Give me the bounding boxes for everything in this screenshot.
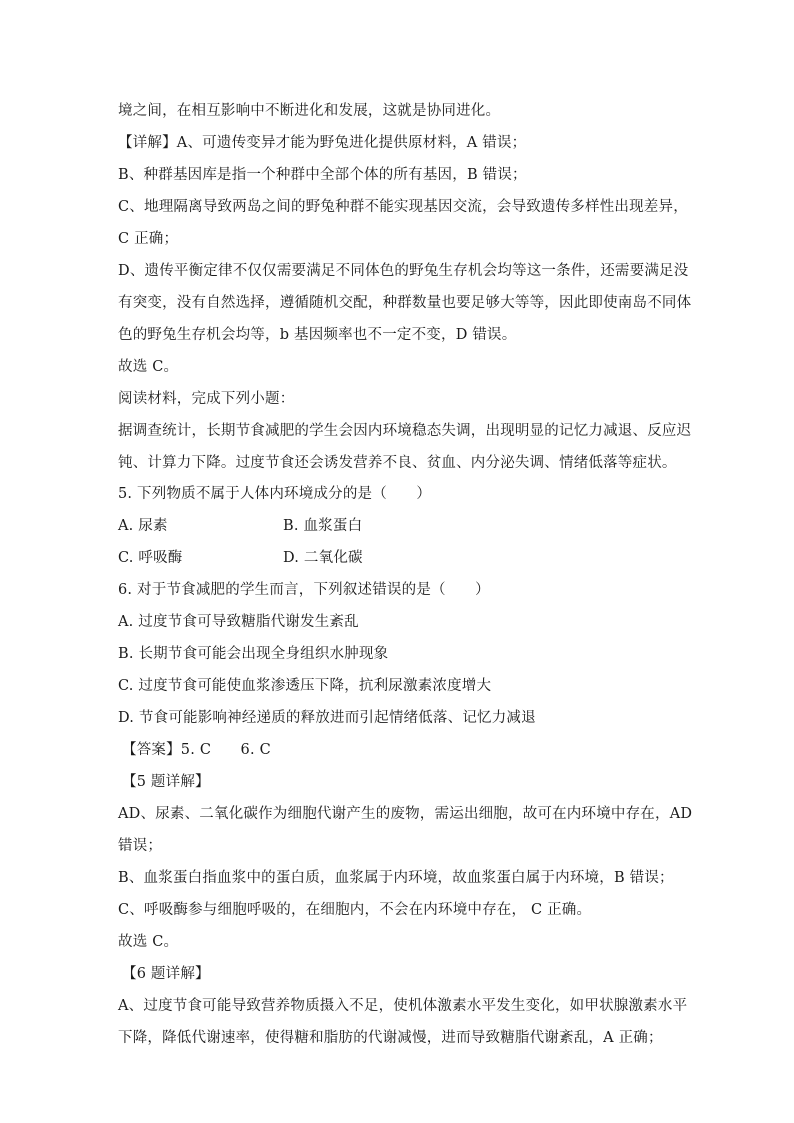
option-a: A. 过度节食可导致糖脂代谢发生紊乱 xyxy=(118,614,359,630)
question-5-options-row xyxy=(118,516,363,536)
analysis-line: A、过度节食可能导致营养物质摄入不足，使机体激素水平发生变化，如甲状腺激素水平 xyxy=(118,998,688,1014)
paragraph-line: B、种群基因库是指一个种群中全部个体的所有基因，B 错误； xyxy=(118,167,527,183)
paragraph-line: 境之间，在相互影响中不断进化和发展，这就是协同进化。 xyxy=(118,103,501,119)
paragraph-line: C、地理隔离导致两岛之间的野兔种群不能实现基因交流，会导致遗传多样性出现差异， xyxy=(118,199,688,215)
option-c: C. 呼吸酶 xyxy=(118,550,183,566)
option-b: B. 长期节食可能会出现全身组织水肿现象 xyxy=(118,646,389,662)
question-5-stem: 5. 下列物质不属于人体内环境成分的是（ ） xyxy=(118,486,432,502)
option-c: C. 过度节食可能使血浆渗透压下降，抗利尿激素浓度增大 xyxy=(118,678,492,694)
paragraph-line: 故选 C。 xyxy=(118,359,179,375)
option-b: B. 血浆蛋白 xyxy=(283,518,363,534)
paragraph-line: 有突变，没有自然选择，遵循随机交配，种群数量也要足够大等等，因此即使南岛不同体 xyxy=(118,295,692,311)
analysis-line: 故选 C。 xyxy=(118,934,179,950)
question-6-stem: 6. 对于节食减肥的学生而言，下列叙述错误的是（ ） xyxy=(118,582,490,598)
option-d: D. 节食可能影响神经递质的释放进而引起情绪低落、记忆力减退 xyxy=(118,710,536,726)
paragraph-line: D、遗传平衡定律不仅仅需要满足不同体色的野兔生存机会均等这一条件，还需要满足没 xyxy=(118,263,689,279)
analysis-line: 错误； xyxy=(118,838,163,854)
reading-prompt: 阅读材料，完成下列小题： xyxy=(118,391,295,407)
option-d: D. 二氧化碳 xyxy=(283,550,363,566)
analysis-6-heading: 【6 题详解】 xyxy=(122,966,210,982)
analysis-5-heading: 【5 题详解】 xyxy=(122,774,210,790)
analysis-line: B、血浆蛋白指血浆中的蛋白质，血浆属于内环境，故血浆蛋白属于内环境，B 错误； xyxy=(118,870,674,886)
question-5-options-row xyxy=(118,548,363,568)
paragraph-line: 色的野兔生存机会均等，b 基因频率也不一定不变，D 错误。 xyxy=(118,327,517,343)
analysis-line: C、呼吸酶参与细胞呼吸的，在细胞内，不会在内环境中存在， C 正确。 xyxy=(118,902,592,918)
analysis-line: 下降，降低代谢速率，使得糖和脂肪的代谢减慢，进而导致糖脂代谢紊乱，A 正确； xyxy=(118,1030,663,1046)
reading-material-line: 据调查统计，长期节食减肥的学生会因内环境稳态失调，出现明显的记忆力减退、反应迟 xyxy=(118,423,692,439)
reading-material-line: 钝、计算力下降。过度节食还会诱发营养不良、贫血、内分泌失调、情绪低落等症状。 xyxy=(118,455,677,471)
paragraph-line: C 正确； xyxy=(118,231,179,247)
analysis-line: AD、尿素、二氧化碳作为细胞代谢产生的废物，需运出细胞，故可在内环境中存在，AD xyxy=(118,806,693,822)
detail-heading-line: 【详解】A、可遗传变异才能为野兔进化提供原材料，A 错误； xyxy=(118,135,527,151)
answer-line: 【答案】5. C 6. C xyxy=(122,742,271,758)
option-a: A. 尿素 xyxy=(118,518,168,534)
